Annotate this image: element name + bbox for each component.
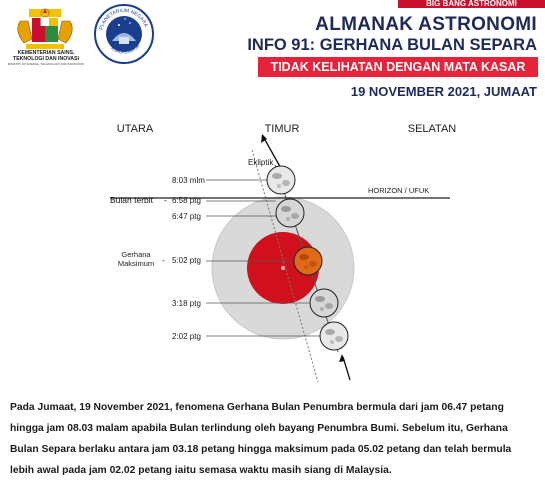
max-eclipse-dash: -	[162, 256, 165, 265]
moon-position-202	[320, 322, 348, 350]
lunar-eclipse-diagram	[0, 110, 545, 390]
info-title: INFO 91: GERHANA BULAN SEPARA	[247, 36, 537, 54]
planetarium-logo	[92, 3, 156, 65]
moon-position-803	[267, 166, 295, 194]
moonrise-dash: -	[164, 195, 167, 205]
moon-position-502-eclipsed	[294, 247, 322, 275]
shadow-center	[281, 266, 285, 270]
time-label-658: 6:58 ptg	[172, 196, 201, 205]
east-label: TIMUR	[264, 123, 300, 135]
moon-position-318	[310, 289, 338, 317]
visibility-warning-banner: TIDAK KELIHATAN DENGAN MATA KASAR	[258, 57, 538, 77]
ministry-name	[0, 50, 92, 62]
ministry-name-english: MINISTRY OF SCIENCE, TECHNOLOGY AND INNOVATION	[7, 62, 85, 66]
moon-position-647	[276, 199, 304, 227]
arrow-head-bottom	[339, 354, 345, 362]
time-label-202: 2:02 ptg	[172, 332, 201, 341]
moonrise-label: Bulan terbit	[110, 195, 153, 205]
time-label-502: 5:02 ptg	[172, 256, 201, 265]
north-label: UTARA	[116, 123, 154, 135]
planetarium-arc-text-top: PLANETARIUM NEGARA	[98, 7, 149, 31]
south-label: SELATAN	[407, 123, 457, 135]
ministry-name-line2: TEKNOLOGI DAN INOVASI	[13, 56, 79, 62]
ministry-name-line1: KEMENTERIAN SAINS,	[17, 50, 75, 56]
time-label-647: 6:47 ptg	[172, 212, 201, 221]
max-eclipse-label-2: Maksimum	[117, 259, 155, 268]
max-eclipse-label-1: Gerhana	[121, 250, 151, 259]
category-badge: BIG BANG ASTRONOMI	[398, 0, 545, 8]
horizon-label: HORIZON / UFUK	[368, 186, 430, 195]
time-label-318: 3:18 ptg	[172, 299, 201, 308]
ecliptic-label: Ekliptik	[248, 158, 274, 167]
planetarium-arc-text-bottom: KUALA LUMPUR	[110, 43, 141, 55]
almanac-title: ALMANAK ASTRONOMI	[315, 14, 537, 35]
time-label-803: 8:03 mlm	[172, 176, 205, 185]
description-paragraph: Pada Jumaat, 19 November 2021, fenomena Gerhana Bulan Penumbra bermula dari jam 06.47 petang hingga jam 08.03 malam apabila Bulan terlindung oleh bayang Penumbra Bumi. Sebelum itu, Gerhana Bulan Separa berlaku antara jam 03.18 petang hingga maksimum pada 05.02 petang dan telah bermula lebih awal pada jam 02.02 petang iaitu semasa waktu masih siang di Malaysia.	[10, 402, 512, 476]
event-date: 19 NOVEMBER 2021, JUMAAT	[350, 84, 537, 99]
